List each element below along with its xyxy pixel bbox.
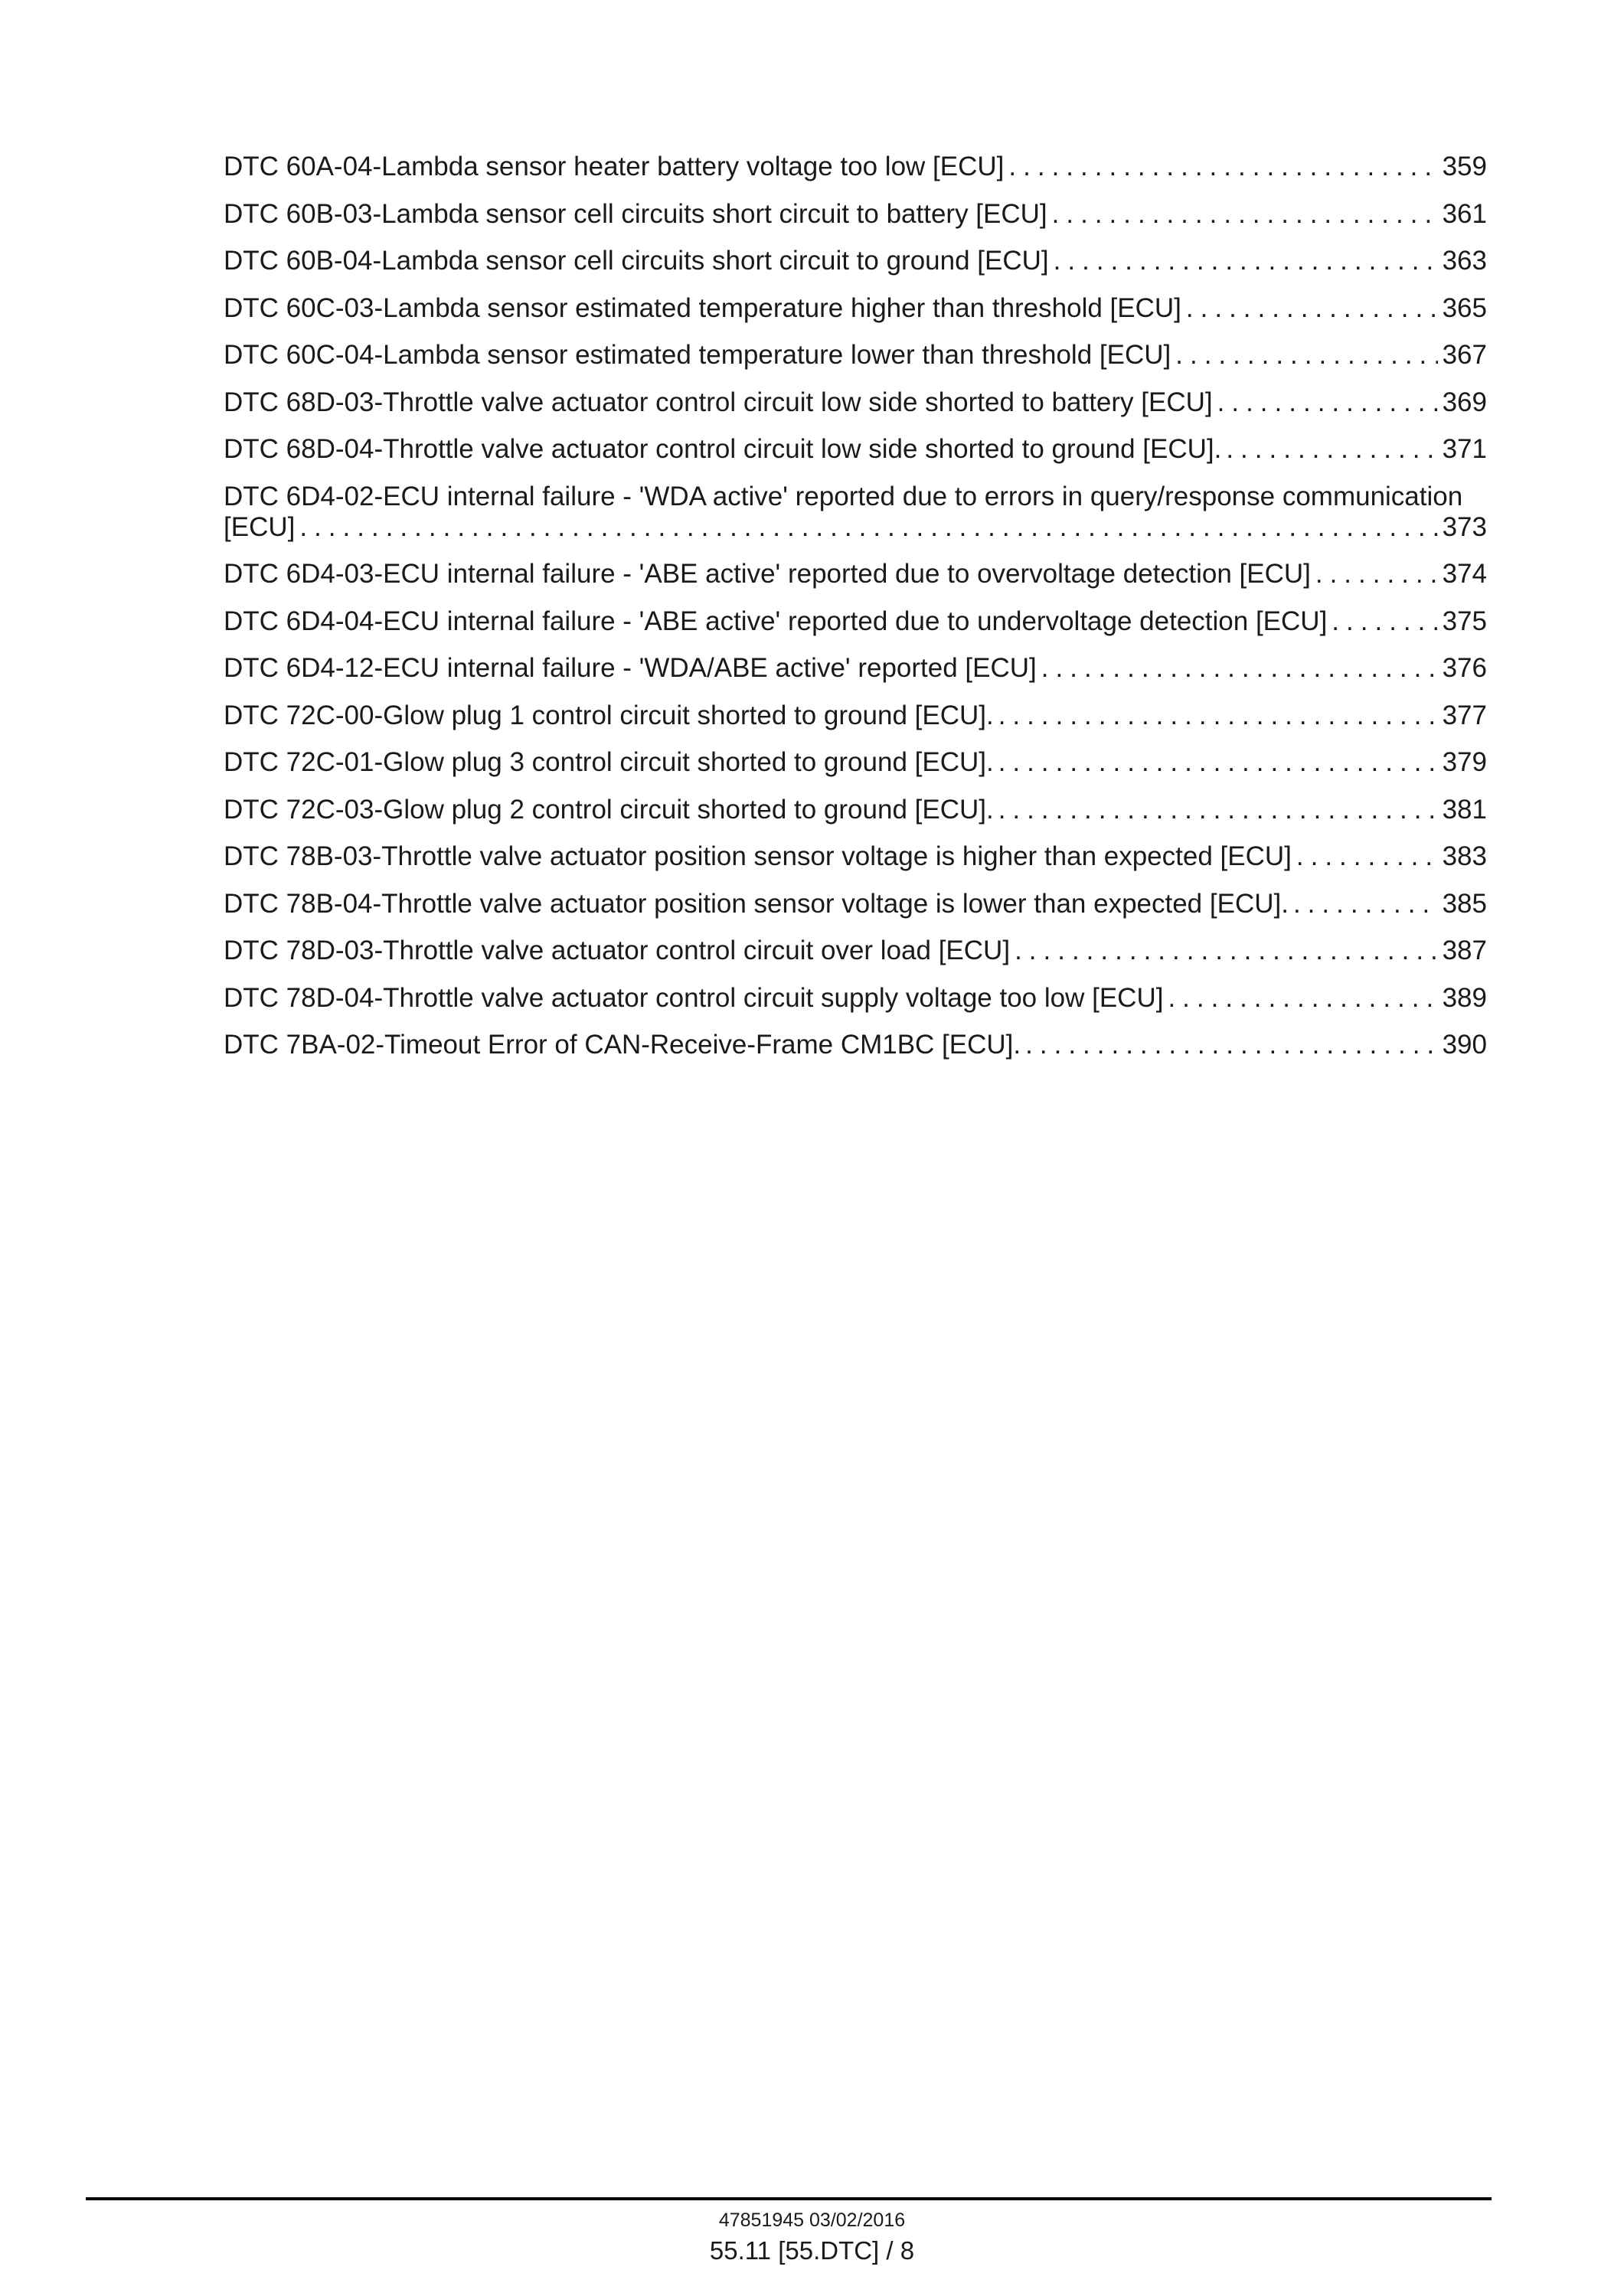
toc-leader-dots <box>998 701 1438 731</box>
toc-entry-title: DTC 6D4-12-ECU internal failure - 'WDA/ABE active' reported [ECU] <box>224 653 1037 683</box>
toc-entry-title: DTC 72C-03-Glow plug 2 control circuit shorted to ground [ECU]. <box>224 794 994 825</box>
toc-entry-title: DTC 60C-04-Lambda sensor estimated temperature lower than threshold [ECU] <box>224 340 1171 370</box>
toc-leader-dots <box>1015 936 1438 966</box>
toc-page-number: 381 <box>1442 794 1487 825</box>
toc-entry[interactable] <box>224 841 1487 872</box>
footer-document-id: 47851945 03/02/2016 <box>718 2209 906 2231</box>
toc-leader-dots <box>1332 606 1437 637</box>
toc-page-number: 379 <box>1442 747 1487 777</box>
toc-page-number: 371 <box>1442 434 1487 464</box>
toc-leader-dots <box>1025 1030 1437 1060</box>
toc-entry[interactable] <box>224 653 1487 684</box>
toc-entry[interactable] <box>224 1030 1487 1060</box>
toc-page-number: 376 <box>1442 653 1487 683</box>
toc-page-number: 383 <box>1442 841 1487 871</box>
toc-entry-title-line1: DTC 6D4-02-ECU internal failure - 'WDA active' reported due to errors in query/response communication <box>224 481 1463 511</box>
toc-leader-dots <box>1226 434 1437 465</box>
toc-page-number: 363 <box>1442 246 1487 276</box>
toc-entry[interactable] <box>224 152 1487 182</box>
toc-leader-dots <box>1054 246 1438 276</box>
toc-entry[interactable] <box>224 606 1487 637</box>
toc-entry-title: [ECU] <box>224 511 296 542</box>
toc-page-number: 374 <box>1442 559 1487 589</box>
toc-entry[interactable] <box>224 936 1487 966</box>
toc-entry[interactable] <box>224 434 1487 465</box>
toc-page-number: 387 <box>1442 936 1487 965</box>
toc-entry-title: DTC 78B-03-Throttle valve actuator position sensor voltage is higher than expected [ECU] <box>224 841 1292 871</box>
toc-entry-title: DTC 6D4-03-ECU internal failure - 'ABE active' reported due to overvoltage detection [ECU] <box>224 559 1311 589</box>
toc-entry-title: DTC 60C-03-Lambda sensor estimated temperature higher than threshold [ECU] <box>224 292 1181 323</box>
toc-entry-title: DTC 60B-04-Lambda sensor cell circuits short circuit to ground [ECU] <box>224 246 1049 276</box>
toc-leader-dots <box>1293 889 1438 919</box>
toc-entry-title: DTC 72C-00-Glow plug 1 control circuit shorted to ground [ECU]. <box>224 700 994 730</box>
toc-entry-title: DTC 60B-03-Lambda sensor cell circuits short circuit to battery [ECU] <box>224 198 1047 229</box>
toc-entry-title: DTC 7BA-02-Timeout Error of CAN-Receive-Frame CM1BC [ECU]. <box>224 1030 1021 1060</box>
toc-leader-dots <box>1175 340 1437 371</box>
toc-entry-title: DTC 78B-04-Throttle valve actuator position sensor voltage is lower than expected [ECU]. <box>224 888 1289 919</box>
toc-entry-title: DTC 68D-03-Throttle valve actuator control circuit low side shorted to battery [ECU] <box>224 387 1213 417</box>
toc-leader-dots <box>299 512 1437 543</box>
toc-page-number: 361 <box>1442 198 1487 229</box>
toc-entry[interactable] <box>224 293 1487 324</box>
toc-entry[interactable] <box>224 199 1487 230</box>
toc-leader-dots <box>1315 559 1438 590</box>
toc-leader-dots <box>1168 983 1437 1014</box>
toc-page-number: 365 <box>1442 292 1487 323</box>
toc-entry[interactable] <box>224 747 1487 778</box>
toc-page-number: 385 <box>1442 888 1487 919</box>
toc-entry-title: DTC 78D-04-Throttle valve actuator control circuit supply voltage too low [ECU] <box>224 982 1164 1013</box>
toc-leader-dots <box>1186 293 1438 324</box>
toc-entry[interactable] <box>224 559 1487 590</box>
toc-entry-title: DTC 72C-01-Glow plug 3 control circuit shorted to ground [ECU]. <box>224 747 994 777</box>
toc-page-number: 390 <box>1442 1030 1487 1060</box>
toc-page-number: 389 <box>1442 982 1487 1013</box>
toc-leader-dots <box>1041 653 1438 684</box>
toc-entry-title: DTC 78D-03-Throttle valve actuator control circuit over load [ECU] <box>224 936 1011 965</box>
footer-divider <box>86 2197 1492 2200</box>
toc-entry[interactable] <box>224 482 1487 543</box>
toc-leader-dots <box>1217 387 1438 418</box>
toc-entry[interactable] <box>224 889 1487 919</box>
toc-entry[interactable] <box>224 340 1487 371</box>
toc-page-number: 373 <box>1442 511 1487 542</box>
toc-entry[interactable] <box>224 795 1487 825</box>
footer-page-reference: 55.11 [55.DTC] / 8 <box>709 2236 915 2265</box>
toc-page-number: 369 <box>1442 387 1487 417</box>
toc-entry-title: DTC 6D4-04-ECU internal failure - 'ABE active' reported due to undervoltage detection [ECU] <box>224 606 1328 636</box>
toc-page-number: 367 <box>1442 340 1487 370</box>
toc-entry[interactable] <box>224 387 1487 418</box>
toc-entry-title: DTC 68D-04-Throttle valve actuator control circuit low side shorted to ground [ECU]. <box>224 434 1222 464</box>
toc-entry-title: DTC 60A-04-Lambda sensor heater battery voltage too low [ECU] <box>224 152 1005 181</box>
toc-leader-dots <box>998 795 1438 825</box>
toc-leader-dots <box>998 747 1438 778</box>
toc-leader-dots <box>1296 841 1438 872</box>
toc-entry[interactable] <box>224 701 1487 731</box>
toc-leader-dots <box>1052 199 1438 230</box>
toc-entry[interactable] <box>224 983 1487 1014</box>
toc-page-number: 377 <box>1442 700 1487 730</box>
toc-leader-dots <box>1008 152 1437 182</box>
table-of-contents <box>224 152 1487 1077</box>
toc-page-number: 359 <box>1442 152 1487 181</box>
toc-page-number: 375 <box>1442 606 1487 636</box>
toc-entry[interactable] <box>224 246 1487 276</box>
